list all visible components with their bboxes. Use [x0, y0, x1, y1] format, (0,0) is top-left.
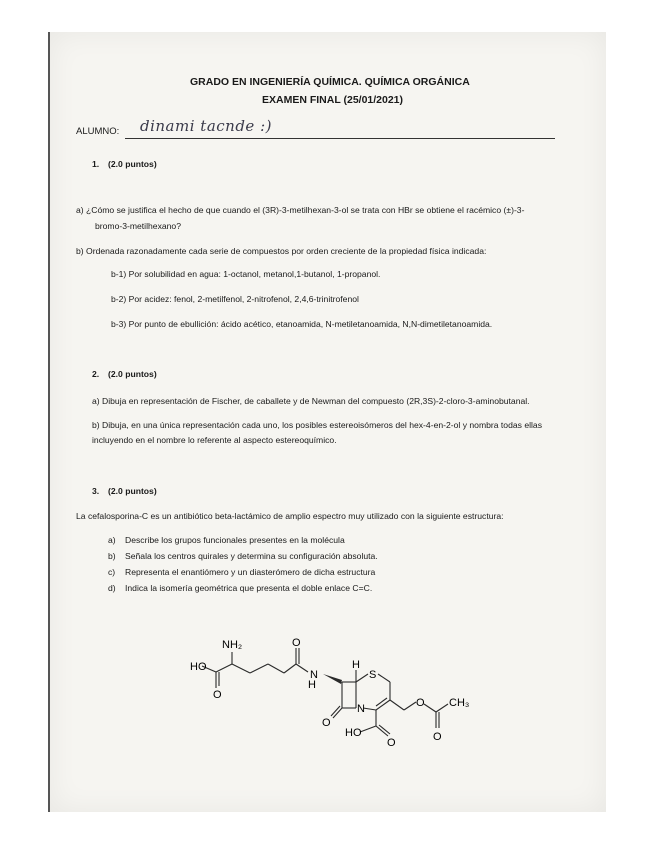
label-ch3: CH₃	[449, 697, 470, 709]
q2-b-line1: b) Dibuja, en una única representación cada uno, los posibles estereoisómeros del hex-4-en-2-ol y nombra todas ellas	[92, 420, 542, 430]
signature-line	[125, 138, 555, 139]
student-signature: dinami tacnde :)	[140, 117, 272, 135]
label-o-amide: O	[292, 637, 301, 649]
label-nh-h: H	[308, 679, 316, 691]
student-label: ALUMNO:	[76, 126, 120, 137]
q3-points: (2.0 puntos)	[108, 486, 157, 496]
q3-item-a-text: Describe los grupos funcionales presentes en la molécula	[125, 535, 345, 545]
q2-a: a) Dibuja en representación de Fischer, de caballete y de Newman del compuesto (2R,3S)-2-cloro-3-aminobutanal.	[92, 396, 530, 406]
q2-b-line2: incluyendo en el nombre lo referente al aspecto estereoquímico.	[92, 435, 337, 445]
q1-b1: b-1) Por solubilidad en agua: 1-octanol, metanol,1-butanol, 1-propanol.	[111, 269, 381, 279]
label-h: H	[352, 659, 360, 671]
label-ho-bottom: HO	[345, 727, 362, 739]
label-s: S	[369, 669, 377, 681]
q3-item-d-text: Indica la isomería geométrica que presenta el doble enlace C=C.	[125, 583, 373, 593]
label-n: N	[357, 703, 365, 715]
q1-b2: b-2) Por acidez: fenol, 2-metilfenol, 2-nitrofenol, 2,4,6-trinitrofenol	[111, 294, 359, 304]
q3-item-c-marker: c)	[108, 567, 116, 577]
q1-a-line1: a) ¿Cómo se justifica el hecho de que cuando el (3R)-3-metilhexan-3-ol se trata con HBr se obtiene el racémico (±)-3-	[76, 205, 525, 215]
label-o-carbonyl: O	[433, 731, 442, 743]
q3-item-b-text: Señala los centros quirales y determina su configuración absoluta.	[125, 551, 378, 561]
q3-intro: La cefalosporina-C es un antibiótico beta-lactámico de amplio espectro muy utilizado con la siguiente estructura:	[76, 511, 504, 521]
label-o-ester: O	[416, 697, 425, 709]
q3-item-c-text: Representa el enantiómero y un diasterómero de dicha estructura	[125, 567, 376, 577]
exam-title: GRADO EN INGENIERÍA QUÍMICA. QUÍMICA ORGÁNICA	[190, 76, 470, 88]
q2-number: 2.	[92, 369, 100, 379]
label-ho-left: HO	[190, 661, 207, 673]
q1-a-line2: bromo-3-metilhexano?	[95, 221, 181, 231]
q3-item-b-marker: b)	[108, 551, 116, 561]
q2-points: (2.0 puntos)	[108, 369, 157, 379]
cephalosporin-c-structure	[180, 628, 490, 758]
q1-number: 1.	[92, 159, 100, 169]
label-nh2: NH₂	[222, 639, 243, 651]
q1-b-intro: b) Ordenada razonadamente cada serie de compuestos por orden creciente de la propiedad física indicada:	[76, 246, 487, 256]
q3-number: 3.	[92, 486, 100, 496]
q3-item-a-marker: a)	[108, 535, 116, 545]
label-nh: N	[310, 669, 318, 681]
q3-item-d-marker: d)	[108, 583, 116, 593]
q1-points: (2.0 puntos)	[108, 159, 157, 169]
label-o-lactam: O	[322, 717, 331, 729]
q1-b3: b-3) Por punto de ebullición: ácido acético, etanoamida, N-metiletanoamida, N,N-dimetiletanoamida.	[111, 319, 493, 329]
exam-subtitle: EXAMEN FINAL (25/01/2021)	[262, 94, 404, 106]
label-o-acid: O	[387, 737, 396, 749]
label-o-left: O	[213, 689, 222, 701]
